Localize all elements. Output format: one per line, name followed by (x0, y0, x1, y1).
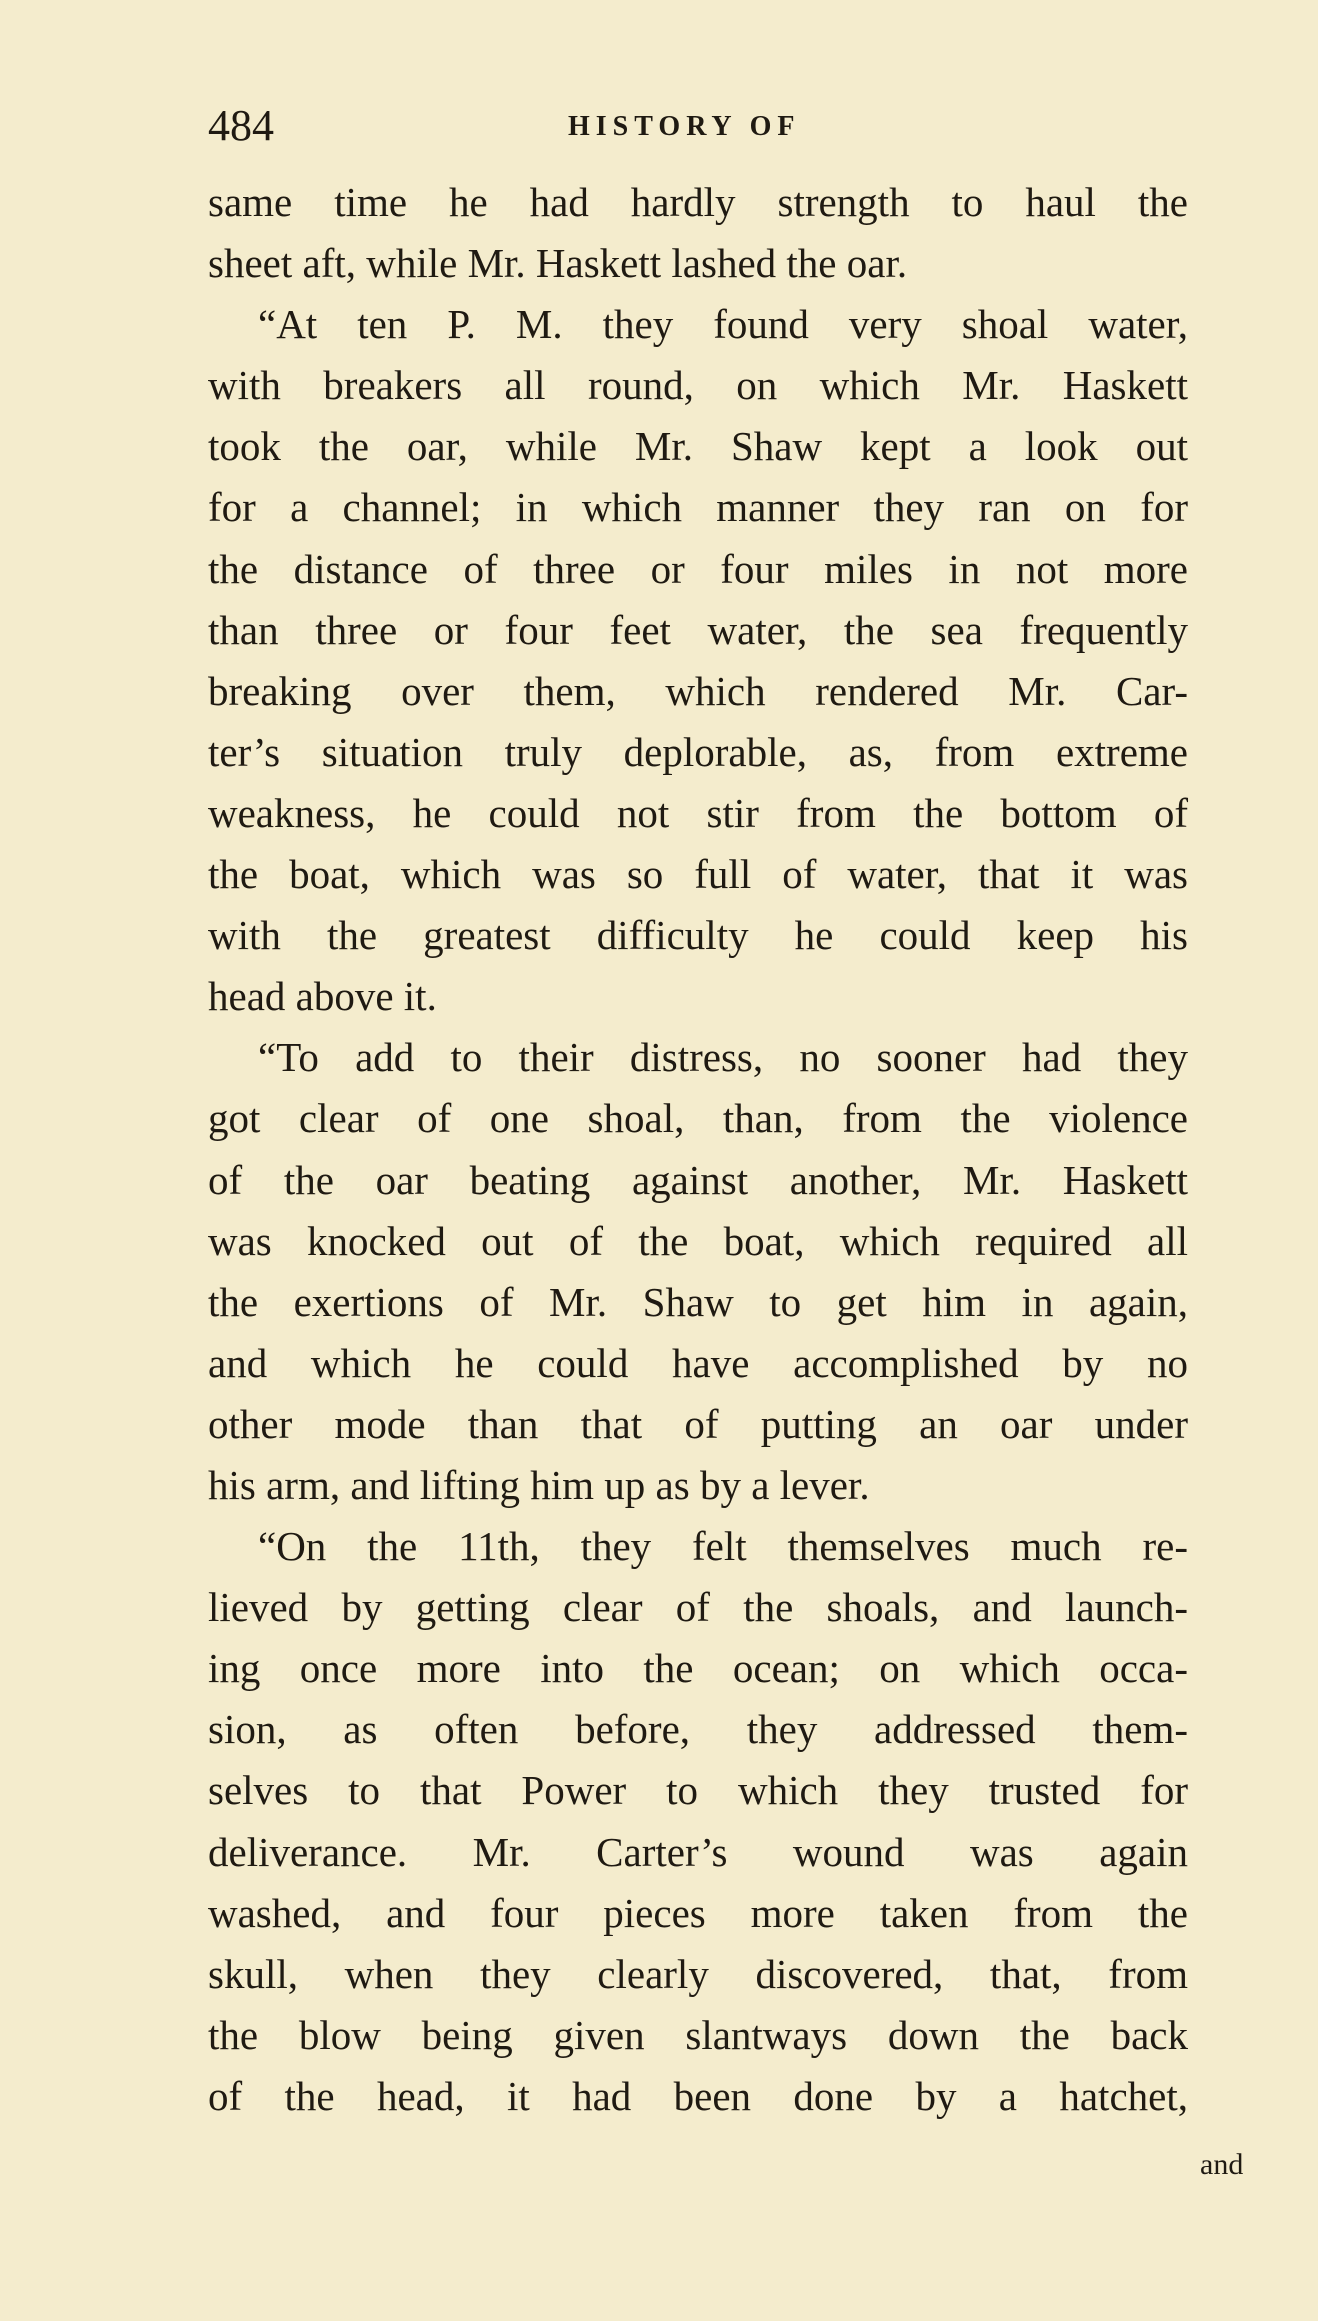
text-line: skull, when they clearly discovered, that, from (208, 1950, 1188, 1997)
text-line: and which he could have accomplished by no (208, 1339, 1188, 1386)
text-line: ter’s situation truly deplorable, as, from extreme (208, 728, 1188, 775)
text-line: lieved by getting clear of the shoals, and launch- (208, 1584, 1188, 1631)
text-line: “On the 11th, they felt themselves much re- (258, 1523, 1188, 1570)
text-line: of the head, it had been done by a hatchet, (208, 2072, 1188, 2119)
text-line: other mode than that of putting an oar under (208, 1400, 1188, 1447)
text-line: his arm, and lifting him up as by a lever. (208, 1461, 870, 1508)
text-line: same time he had hardly strength to haul the (208, 179, 1188, 225)
text-line: selves to that Power to which they trusted for (208, 1767, 1188, 1814)
text-line: for a channel; in which manner they ran on for (208, 484, 1188, 531)
text-line: was knocked out of the boat, which required all (208, 1217, 1188, 1264)
text-line: took the oar, while Mr. Shaw kept a look out (208, 423, 1188, 470)
text-line: with breakers all round, on which Mr. Haskett (208, 362, 1188, 409)
text-line: than three or four feet water, the sea frequently (208, 606, 1188, 653)
page-body (208, 172, 1188, 2127)
text-line: the boat, which was so full of water, that it was (208, 851, 1188, 898)
text-line: head above it. (208, 973, 437, 1020)
page-header (208, 96, 1108, 156)
text-line: “To add to their distress, no sooner had they (258, 1034, 1188, 1081)
text-line: the blow being given slantways down the back (208, 2011, 1188, 2058)
page-number: 484 (208, 101, 274, 150)
text-line: got clear of one shoal, than, from the violence (208, 1095, 1188, 1142)
text-line: the distance of three or four miles in not more (208, 545, 1188, 592)
text-line: ing once more into the ocean; on which occa- (208, 1645, 1188, 1692)
text-line: of the oar beating against another, Mr. Haskett (208, 1156, 1188, 1203)
running-head: HISTORY OF (568, 111, 801, 142)
text-line: the exertions of Mr. Shaw to get him in again, (208, 1278, 1188, 1325)
text-line: sion, as often before, they addressed them- (208, 1706, 1188, 1753)
text-line: weakness, he could not stir from the bottom of (208, 789, 1188, 836)
catchword: and (1200, 2148, 1244, 2181)
text-line: “At ten P. M. they found very shoal water, (258, 301, 1188, 348)
text-line: sheet aft, while Mr. Haskett lashed the oar. (208, 240, 908, 287)
text-line: with the greatest difficulty he could keep his (208, 912, 1188, 959)
text-line: washed, and four pieces more taken from the (208, 1889, 1188, 1936)
text-line: breaking over them, which rendered Mr. Car- (208, 667, 1188, 714)
text-line: deliverance. Mr. Carter’s wound was again (208, 1828, 1188, 1875)
